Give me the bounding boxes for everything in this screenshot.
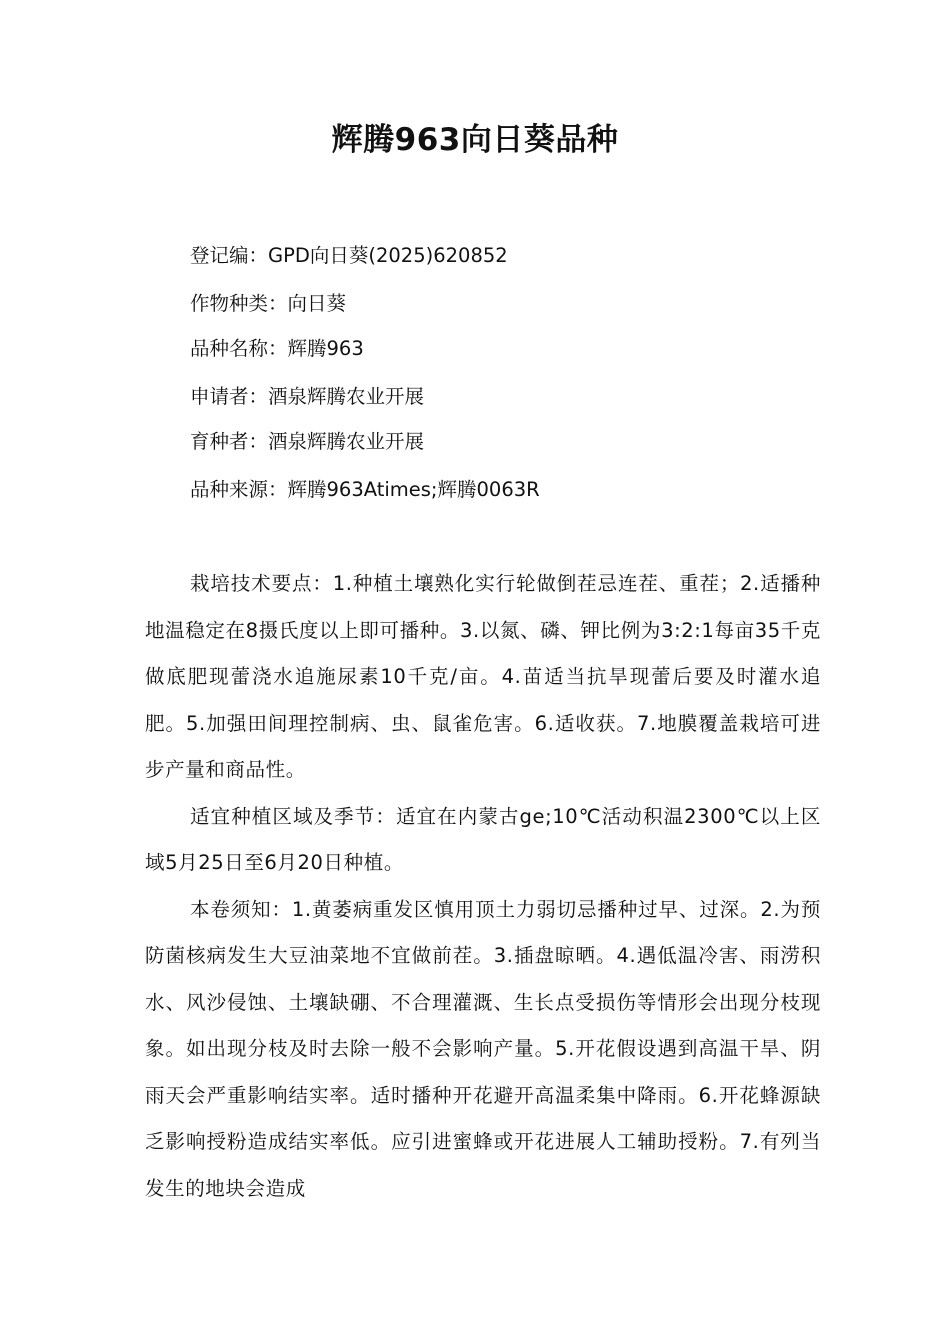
registration-info [190, 234, 540, 516]
breeder: 育种者：酒泉辉腾农业开展 [190, 430, 425, 453]
applicant: 申请者：酒泉辉腾农业开展 [190, 385, 425, 408]
planting-region-paragraph: 适宜种植区域及季节：适宜在内蒙古ge;10℃活动积温2300℃以上区域5月25日至6月20日种植。 [145, 804, 821, 874]
document-body [145, 561, 821, 1212]
variety-name: 品种名称：辉腾963 [190, 337, 364, 360]
document-title: 辉腾963向日葵品种 [331, 122, 619, 158]
registration-number: 登记编：GPD向日葵(2025)620852 [190, 244, 508, 267]
variety-source: 品种来源：辉腾963Atimes;辉腾0063R [190, 478, 540, 501]
cultivation-techniques-paragraph: 栽培技术要点：1.种植土壤熟化实行轮做倒茬忌连茬、重茬；2.适播种地温稳定在8摄氏度以上即可播种。3.以氮、磷、钾比例为3:2:1每亩35千克做底肥现蕾浇水追施尿素10千克/亩。4.苗适当抗旱现蕾后要及时灌水追肥。5.加强田间理控制病、虫、鼠雀危害。6.适收获。7.地膜覆盖栽培可进步产量和商品性。 [145, 572, 821, 781]
notes-paragraph: 本卷须知：1.黄萎病重发区慎用顶土力弱切忌播种过早、过深。2.为预防菌核病发生大豆油菜地不宜做前茬。3.插盘晾晒。4.遇低温冷害、雨涝积水、风沙侵蚀、土壤缺硼、不合理灌溉、生长点受损伤等情形会出现分枝现象。如出现分枝及时去除一般不会影响产量。5.开花假设遇到高温干旱、阴雨天会严重影响结实率。适时播种开花避开高温柔集中降雨。6.开花蜂源缺乏影响授粉造成结实率低。应引进蜜蜂或开花进展人工辅助授粉。7.有列当发生的地块会造成 [145, 897, 821, 1200]
crop-type: 作物种类：向日葵 [190, 292, 347, 315]
